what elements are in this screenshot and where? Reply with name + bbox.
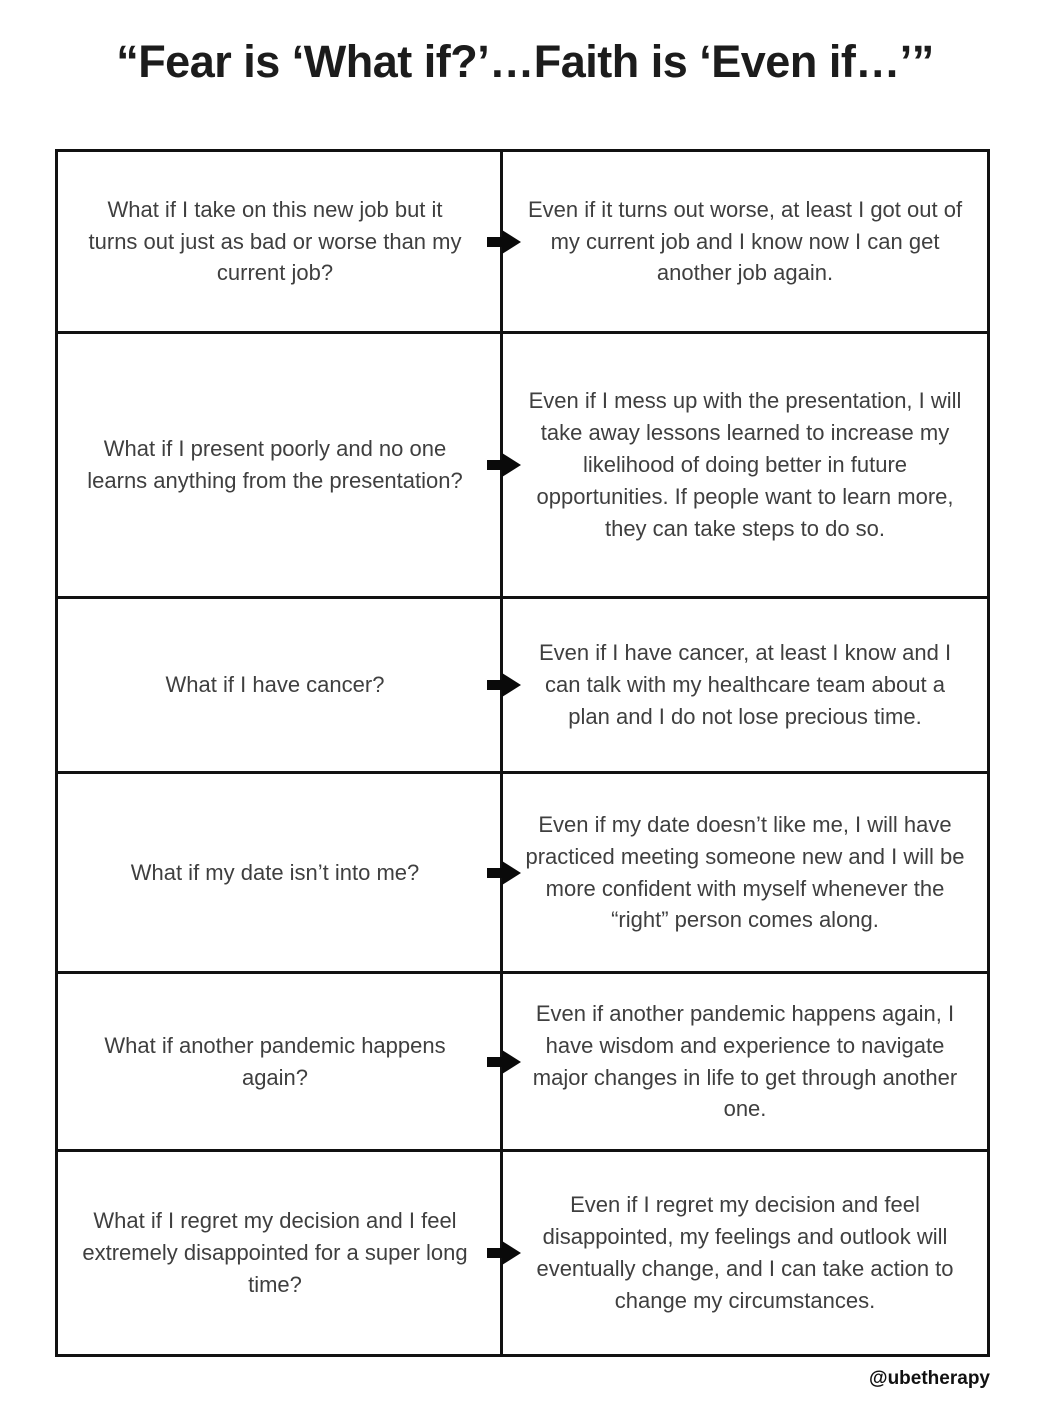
what-if-text: What if another pandemic happens again? (104, 1032, 446, 1090)
what-if-cell (58, 974, 503, 1149)
even-if-cell (503, 1152, 987, 1354)
what-if-cell (58, 152, 503, 331)
what-if-cell (58, 1152, 503, 1354)
credit-handle: @ubetherapy (869, 1368, 990, 1389)
what-if-text: What if my date isn’t into me? (130, 859, 420, 885)
table-row (58, 1152, 987, 1354)
what-if-text: What if I regret my decision and I feel extremely disappointed for a super long time? (82, 1208, 468, 1297)
arrow-right-icon (487, 1050, 521, 1074)
arrow-right-icon (487, 230, 521, 254)
table-row (58, 152, 987, 334)
arrow-right-icon (487, 861, 521, 885)
table-row (58, 599, 987, 774)
fear-faith-table (55, 149, 990, 1357)
what-if-cell (58, 599, 503, 771)
even-if-text: Even if another pandemic happens again, I have wisdom and experience to navigate major changes in life to get through another one. (532, 1000, 958, 1122)
arrow-right-icon (487, 673, 521, 697)
what-if-cell (58, 774, 503, 971)
table-row (58, 774, 987, 974)
what-if-text: What if I take on this new job but it turns out just as bad or worse than my current job? (88, 196, 462, 286)
even-if-cell (503, 774, 987, 971)
arrow-right-icon (487, 1241, 521, 1265)
even-if-text: Even if I mess up with the presentation, I will take away lessons learned to increase my likelihood of doing better in future opportunities. If people want to learn more, they can take steps to do so. (528, 388, 962, 541)
even-if-cell (503, 599, 987, 771)
even-if-text: Even if I have cancer, at least I know and I can talk with my healthcare team about a plan and I do not lose precious time. (538, 640, 952, 729)
page-title: “Fear is ‘What if?’…Faith is ‘Even if…’” (116, 36, 934, 87)
table-row (58, 334, 987, 599)
table-row (58, 974, 987, 1152)
even-if-text: Even if my date doesn’t like me, I will have practiced meeting someone new and I will be more confident with myself whenever the “right” person comes along. (525, 811, 965, 933)
what-if-text: What if I have cancer? (165, 672, 385, 698)
arrow-right-icon (487, 453, 521, 477)
even-if-text: Even if it turns out worse, at least I got out of my current job and I know now I can get another job again. (527, 196, 963, 286)
even-if-cell (503, 974, 987, 1149)
even-if-cell (503, 334, 987, 596)
what-if-cell (58, 334, 503, 596)
even-if-text: Even if I regret my decision and feel disappointed, my feelings and outlook will eventually change, and I can take action to change my circumstances. (536, 1192, 954, 1313)
what-if-text: What if I present poorly and no one learns anything from the presentation? (87, 436, 463, 493)
even-if-cell (503, 152, 987, 331)
